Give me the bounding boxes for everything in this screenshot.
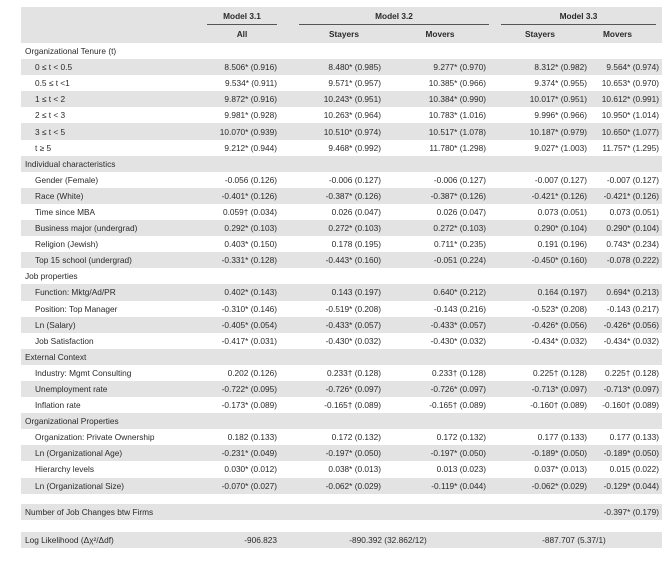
header-stayers-m32: Stayers (329, 29, 359, 39)
coef-cell: -0.417* (0.031) (221, 335, 277, 346)
row-label: Gender (Female) (35, 174, 99, 185)
row-label: Ln (Organizational Size) (35, 480, 125, 491)
log-likelihood-m31: -906.823 (244, 534, 277, 545)
header-model-3-1: Model 3.1 (223, 11, 261, 21)
row-label: 2 ≤ t < 3 (35, 110, 66, 121)
coef-cell: -0.450* (0.160) (531, 255, 587, 266)
coef-cell: -0.421* (0.126) (603, 190, 659, 201)
coef-cell: 0.026 (0.047) (436, 206, 486, 217)
coef-cell: 0.694* (0.213) (606, 287, 659, 298)
row-label: 3 ≤ t < 5 (35, 126, 66, 137)
coef-cell: -0.433* (0.057) (325, 319, 381, 330)
coef-cell: 9.277* (0.970) (433, 62, 486, 73)
row-label: Religion (Jewish) (35, 239, 99, 250)
table-row (21, 478, 662, 494)
table-row (21, 445, 662, 461)
coef-cell: -0.062* (0.029) (531, 480, 587, 491)
coef-cell: 8.480* (0.985) (328, 62, 381, 73)
coef-cell: 10.187* (0.979) (529, 126, 587, 137)
table-row (21, 333, 662, 349)
coef-cell: 0.177 (0.133) (609, 432, 659, 443)
row-label: Ln (Organizational Age) (35, 448, 123, 459)
row-label: Organization: Private Ownership (35, 432, 155, 443)
table-row (21, 220, 662, 236)
coef-cell: -0.078 (0.222) (606, 255, 659, 266)
coef-cell: -0.434* (0.032) (531, 335, 587, 346)
coef-cell: 0.172 (0.132) (331, 432, 381, 443)
coef-cell: -0.421* (0.126) (531, 190, 587, 201)
coef-cell: -0.434* (0.032) (603, 335, 659, 346)
table-row (21, 91, 662, 107)
coef-cell: 11.780* (1.298) (429, 142, 486, 153)
row-label: Ln (Salary) (35, 319, 76, 330)
coef-cell: 10.070* (0.939) (219, 126, 277, 137)
table-row (21, 284, 662, 300)
coef-cell: 9.872* (0.916) (224, 94, 277, 105)
coef-cell: 9.374* (0.955) (534, 78, 587, 89)
coef-cell: 0.015 (0.022) (609, 464, 659, 475)
table-row (21, 172, 662, 188)
coef-cell: 0.191 (0.196) (537, 239, 587, 250)
coef-cell: 0.743* (0.234) (606, 239, 659, 250)
row-label: 0.5 ≤ t <1 (35, 78, 70, 89)
coef-cell: -0.387* (0.126) (325, 190, 381, 201)
coef-cell: 0.178 (0.195) (331, 239, 381, 250)
coef-cell: 10.385* (0.966) (428, 78, 486, 89)
coef-cell: -0.523* (0.208) (531, 303, 587, 314)
coef-cell: 10.263* (0.964) (323, 110, 381, 121)
table-row (21, 75, 662, 91)
coef-cell: 0.272* (0.103) (433, 223, 486, 234)
row-label: Inflation rate (35, 400, 81, 411)
header-movers-m33: Movers (602, 29, 633, 39)
header-row-models (21, 7, 662, 25)
table-row (21, 204, 662, 220)
table-row (21, 429, 662, 445)
log-likelihood-m33: -887.707 (5.37/1) (542, 534, 606, 545)
coef-cell: 0.290* (0.104) (534, 223, 587, 234)
section-title: Individual characteristics (25, 158, 116, 169)
coef-cell: -0.433* (0.057) (430, 319, 486, 330)
row-label: Position: Top Manager (35, 303, 118, 314)
coef-cell: 9.571* (0.957) (328, 78, 381, 89)
coef-cell: -0.129* (0.044) (603, 480, 659, 491)
section-header-row (21, 156, 662, 172)
row-label: Top 15 school (undergrad) (35, 255, 132, 266)
coef-cell: 0.030* (0.012) (224, 464, 277, 475)
table-row (21, 317, 662, 333)
coef-cell: -0.726* (0.097) (430, 384, 486, 395)
coef-cell: 10.950* (1.014) (601, 110, 659, 121)
coef-cell: 0.037* (0.013) (534, 464, 587, 475)
section-title: Organizational Tenure (t) (25, 46, 117, 57)
coef-cell: 0.640* (0.212) (433, 287, 486, 298)
job-changes-value: -0.397* (0.179) (603, 506, 659, 517)
coef-cell: 0.038* (0.013) (328, 464, 381, 475)
coef-cell: 0.013 (0.023) (436, 464, 486, 475)
coef-cell: 9.981* (0.928) (224, 110, 277, 121)
coef-cell: -0.197* (0.050) (430, 448, 486, 459)
row-label: Race (White) (35, 190, 84, 201)
coef-cell: 10.384* (0.990) (428, 94, 486, 105)
row-label: 1 ≤ t < 2 (35, 94, 66, 105)
coef-cell: 10.517* (1.078) (428, 126, 486, 137)
coef-cell: -0.006 (0.127) (433, 174, 486, 185)
section-header-row (21, 413, 662, 429)
coef-cell: 0.402* (0.143) (224, 287, 277, 298)
coef-cell: -0.430* (0.032) (325, 335, 381, 346)
coef-cell: -0.070* (0.027) (221, 480, 277, 491)
row-label: Function: Mktg/Ad/PR (35, 287, 116, 298)
regression-table (21, 7, 662, 548)
coef-cell: 9.212* (0.944) (224, 142, 277, 153)
table-row (21, 123, 662, 139)
coef-cell: 0.403* (0.150) (224, 239, 277, 250)
coef-cell: 11.757* (1.295) (602, 142, 659, 153)
coef-cell: -0.143 (0.216) (433, 303, 486, 314)
coef-cell: 0.059† (0.034) (223, 206, 277, 217)
coef-cell: -0.401* (0.126) (221, 190, 277, 201)
coef-cell: 0.026 (0.047) (331, 206, 381, 217)
header-movers-m32: Movers (425, 29, 455, 39)
coef-cell: 9.027* (1.003) (534, 142, 587, 153)
coef-cell: -0.519* (0.208) (325, 303, 381, 314)
row-label: 0 ≤ t < 0.5 (35, 62, 73, 73)
coef-cell: -0.143 (0.217) (606, 303, 659, 314)
coef-cell: 10.017* (0.951) (529, 94, 587, 105)
coef-cell: -0.443* (0.160) (325, 255, 381, 266)
header-row-groups (21, 25, 662, 43)
coef-cell: 0.225† (0.128) (605, 367, 659, 378)
coef-cell: 9.564* (0.974) (606, 62, 659, 73)
coef-cell: 0.272* (0.103) (328, 223, 381, 234)
coef-cell: 10.650* (1.077) (601, 126, 659, 137)
spacer (21, 494, 662, 504)
coef-cell: -0.173* (0.089) (221, 400, 277, 411)
row-label: Industry: Mgmt Consulting (35, 367, 132, 378)
table-row (21, 365, 662, 381)
coef-cell: -0.056 (0.126) (224, 174, 277, 185)
coef-cell: -0.051 (0.224) (433, 255, 486, 266)
table-row (21, 59, 662, 75)
job-changes-row (21, 504, 662, 520)
coef-cell: 10.783* (1.016) (428, 110, 486, 121)
coef-cell: -0.310* (0.146) (221, 303, 277, 314)
coef-cell: -0.189* (0.050) (531, 448, 587, 459)
row-label: Unemployment rate (35, 384, 108, 395)
table-row (21, 252, 662, 268)
coef-cell: -0.062* (0.029) (325, 480, 381, 491)
coef-cell: -0.160† (0.089) (530, 400, 587, 411)
coef-cell: 0.711* (0.235) (434, 239, 486, 250)
coef-cell: -0.426* (0.056) (531, 319, 587, 330)
log-likelihood-label: Log Likelihood (Δχ²/Δdf) (25, 534, 114, 545)
log-likelihood-row (21, 532, 662, 548)
table-row (21, 397, 662, 413)
coef-cell: 0.225† (0.128) (533, 367, 587, 378)
row-label: Job Satisfaction (35, 335, 94, 346)
table-row (21, 188, 662, 204)
table-row (21, 107, 662, 123)
coef-cell: 0.073 (0.051) (537, 206, 587, 217)
coef-cell: -0.331* (0.128) (221, 255, 277, 266)
coef-cell: 0.143 (0.197) (331, 287, 381, 298)
table-row (21, 301, 662, 317)
row-label: Business major (undergrad) (35, 223, 138, 234)
coef-cell: -0.160† (0.089) (602, 400, 659, 411)
coef-cell: -0.713* (0.097) (603, 384, 659, 395)
coef-cell: 0.233† (0.128) (432, 367, 486, 378)
row-label: Hierarchy levels (35, 464, 95, 475)
table-row (21, 140, 662, 156)
coef-cell: -0.007 (0.127) (534, 174, 587, 185)
coef-cell: 0.292* (0.103) (224, 223, 277, 234)
clipped-caption (0, 0, 663, 7)
coef-cell: 0.182 (0.133) (227, 432, 277, 443)
header-model-3-2: Model 3.2 (375, 11, 413, 21)
coef-cell: -0.165† (0.089) (324, 400, 381, 411)
coef-cell: 0.177 (0.133) (537, 432, 587, 443)
coef-cell: 9.534* (0.911) (225, 78, 277, 89)
header-all: All (236, 29, 248, 39)
coef-cell: 0.164 (0.197) (537, 287, 587, 298)
coef-cell: 0.172 (0.132) (436, 432, 486, 443)
coef-cell: 0.233† (0.128) (327, 367, 381, 378)
coef-cell: -0.430* (0.032) (430, 335, 486, 346)
table-row (21, 461, 662, 477)
log-likelihood-m32: -890.392 (32.862/12) (349, 534, 427, 545)
section-title: Job properties (25, 271, 78, 282)
coef-cell: 0.073 (0.051) (609, 206, 659, 217)
coef-cell: -0.165† (0.089) (429, 400, 486, 411)
header-stayers-m33: Stayers (525, 29, 555, 39)
coef-cell: 8.506* (0.916) (224, 62, 277, 73)
row-label: Time since MBA (35, 206, 96, 217)
coef-cell: 10.612* (0.991) (601, 94, 659, 105)
job-changes-label: Number of Job Changes btw Firms (25, 506, 154, 517)
coef-cell: 0.290* (0.104) (606, 223, 659, 234)
coef-cell: 10.243* (0.951) (323, 94, 381, 105)
coef-cell: -0.006 (0.127) (328, 174, 381, 185)
coef-cell: -0.119* (0.044) (431, 480, 486, 491)
coef-cell: 9.996* (0.966) (534, 110, 587, 121)
section-header-row (21, 349, 662, 365)
header-model-3-3: Model 3.3 (559, 11, 598, 21)
coef-cell: -0.197* (0.050) (325, 448, 381, 459)
coef-cell: 9.468* (0.992) (328, 142, 381, 153)
coef-cell: -0.726* (0.097) (325, 384, 381, 395)
section-title: External Context (25, 351, 87, 362)
coef-cell: -0.405* (0.054) (221, 319, 277, 330)
coef-cell: -0.387* (0.126) (430, 190, 486, 201)
coef-cell: 10.653* (0.970) (601, 78, 659, 89)
table-row (21, 381, 662, 397)
spacer (21, 520, 662, 532)
section-header-row (21, 268, 662, 284)
section-header-row (21, 43, 662, 59)
coef-cell: -0.426* (0.056) (603, 319, 659, 330)
coef-cell: 8.312* (0.982) (534, 62, 587, 73)
coef-cell: -0.189* (0.050) (603, 448, 659, 459)
table-body (21, 43, 662, 494)
coef-cell: -0.722* (0.095) (221, 384, 277, 395)
coef-cell: -0.231* (0.049) (221, 448, 277, 459)
table-row (21, 236, 662, 252)
section-title: Organizational Properties (25, 416, 119, 427)
coef-cell: -0.007 (0.127) (606, 174, 659, 185)
coef-cell: 10.510* (0.974) (323, 126, 381, 137)
row-label: t ≥ 5 (35, 142, 52, 153)
coef-cell: 0.202 (0.126) (227, 367, 277, 378)
coef-cell: -0.713* (0.097) (531, 384, 587, 395)
